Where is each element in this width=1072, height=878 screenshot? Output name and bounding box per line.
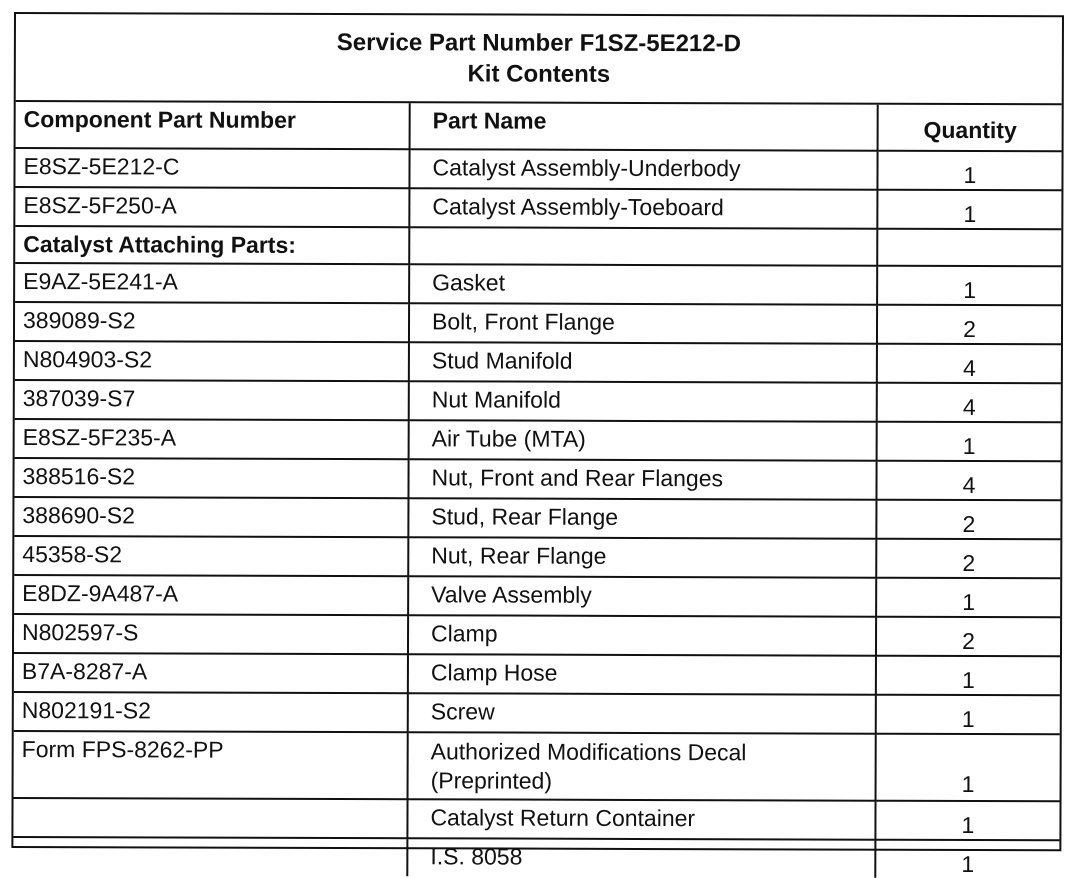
- component-part-number-cell: N804903-S2: [15, 341, 409, 381]
- table-row: [14, 731, 1060, 801]
- part-name-cell: Screw: [408, 693, 876, 733]
- quantity-cell: 1: [876, 656, 1060, 696]
- quantity-cell: 1: [876, 695, 1060, 735]
- title-block: [16, 14, 1062, 105]
- table-row: [14, 653, 1060, 695]
- document-title: Service Part Number F1SZ-5E212-D: [336, 29, 742, 58]
- part-name-cell: Bolt, Front Flange: [409, 303, 877, 343]
- table-row: [15, 302, 1061, 344]
- quantity-cell: 4: [877, 344, 1061, 384]
- component-part-number-cell: N802191-S2: [14, 692, 408, 732]
- component-part-number-cell: Form FPS-8262-PP: [14, 731, 408, 799]
- component-part-number-cell: 388690-S2: [14, 497, 408, 537]
- column-header-part-number: Component Part Number: [16, 102, 410, 149]
- table-row: [15, 187, 1061, 229]
- table-row: [14, 497, 1060, 539]
- table-row: [14, 575, 1060, 617]
- table-row: [14, 458, 1060, 500]
- table-row: [13, 837, 1059, 878]
- component-part-number-cell: E9AZ-5E241-A: [15, 263, 409, 303]
- table-row: [14, 692, 1060, 734]
- component-part-number-cell: E8SZ-5E212-C: [15, 148, 409, 188]
- component-part-number-cell: E8SZ-5F250-A: [15, 187, 409, 227]
- quantity-cell: 1: [961, 850, 975, 878]
- component-part-number-cell: B7A-8287-A: [14, 653, 408, 693]
- quantity-cell: 4: [877, 383, 1061, 423]
- quantity-cell: 1: [877, 422, 1061, 462]
- header-row: [16, 102, 1062, 151]
- quantity-cell: 2: [876, 500, 1060, 540]
- component-part-number-cell: N802597-S: [14, 614, 408, 654]
- component-part-number-cell: [13, 798, 407, 838]
- table-row: [15, 380, 1061, 422]
- quantity-cell: [877, 229, 1061, 267]
- kit-contents-table: [13, 102, 1061, 878]
- column-header-part-name: Part Name: [410, 103, 878, 150]
- table-row: [14, 536, 1060, 578]
- table-row: [15, 419, 1061, 461]
- part-name-cell: Clamp Hose: [408, 654, 876, 694]
- quantity-cell: 2: [877, 305, 1061, 345]
- component-part-number-cell: 389089-S2: [15, 302, 409, 342]
- kit-contents-document: [11, 12, 1064, 878]
- part-name-cell: Nut Manifold: [409, 381, 877, 421]
- component-part-number-cell: E8SZ-5F235-A: [15, 419, 409, 459]
- quantity-cell: 2: [876, 617, 1060, 657]
- part-name-cell: I.S. 8058: [407, 838, 875, 877]
- quantity-cell: 2: [876, 539, 1060, 579]
- quantity-cell: 1: [877, 151, 1061, 191]
- component-part-number-cell: 45358-S2: [14, 536, 408, 576]
- quantity-cell: 1: [876, 734, 1060, 802]
- part-name-cell: Clamp: [408, 615, 876, 655]
- component-part-number-cell: 388516-S2: [14, 458, 408, 498]
- part-name-cell: [409, 227, 877, 265]
- quantity-cell: 1: [877, 266, 1061, 306]
- component-part-number-cell: 387039-S7: [15, 380, 409, 420]
- component-part-number-cell: Catalyst Attaching Parts:: [15, 226, 409, 264]
- part-name-cell: Nut, Front and Rear Flanges: [408, 459, 876, 499]
- table-row: [13, 798, 1059, 840]
- table-row: [15, 263, 1061, 305]
- document-subtitle: Kit Contents: [467, 60, 611, 88]
- part-name-cell: Catalyst Return Container: [407, 799, 875, 839]
- component-part-number-cell: E8DZ-9A487-A: [14, 575, 408, 615]
- part-name-cell: Catalyst Assembly-Underbody: [409, 149, 877, 189]
- part-name-cell: Catalyst Assembly-Toeboard: [409, 188, 877, 228]
- table-row: [15, 226, 1061, 266]
- part-name-cell: Nut, Rear Flange: [408, 537, 876, 577]
- table-row: [15, 148, 1061, 190]
- quantity-cell: 1: [876, 578, 1060, 618]
- part-name-cell: Authorized Modifications Decal (Preprinted): [408, 732, 876, 800]
- part-name-cell: Gasket: [409, 264, 877, 304]
- component-part-number-cell: [13, 837, 407, 876]
- table-row: [15, 341, 1061, 383]
- part-name-cell: Stud, Rear Flange: [408, 498, 876, 538]
- quantity-cell: 1: [877, 190, 1061, 230]
- part-name-cell: Valve Assembly: [408, 576, 876, 616]
- quantity-cell: 4: [876, 461, 1060, 501]
- column-header-quantity: Quantity: [878, 105, 1062, 152]
- part-name-cell: Stud Manifold: [409, 342, 877, 382]
- quantity-cell: 1: [875, 801, 1059, 841]
- table-row: [14, 614, 1060, 656]
- part-name-cell: Air Tube (MTA): [409, 420, 877, 460]
